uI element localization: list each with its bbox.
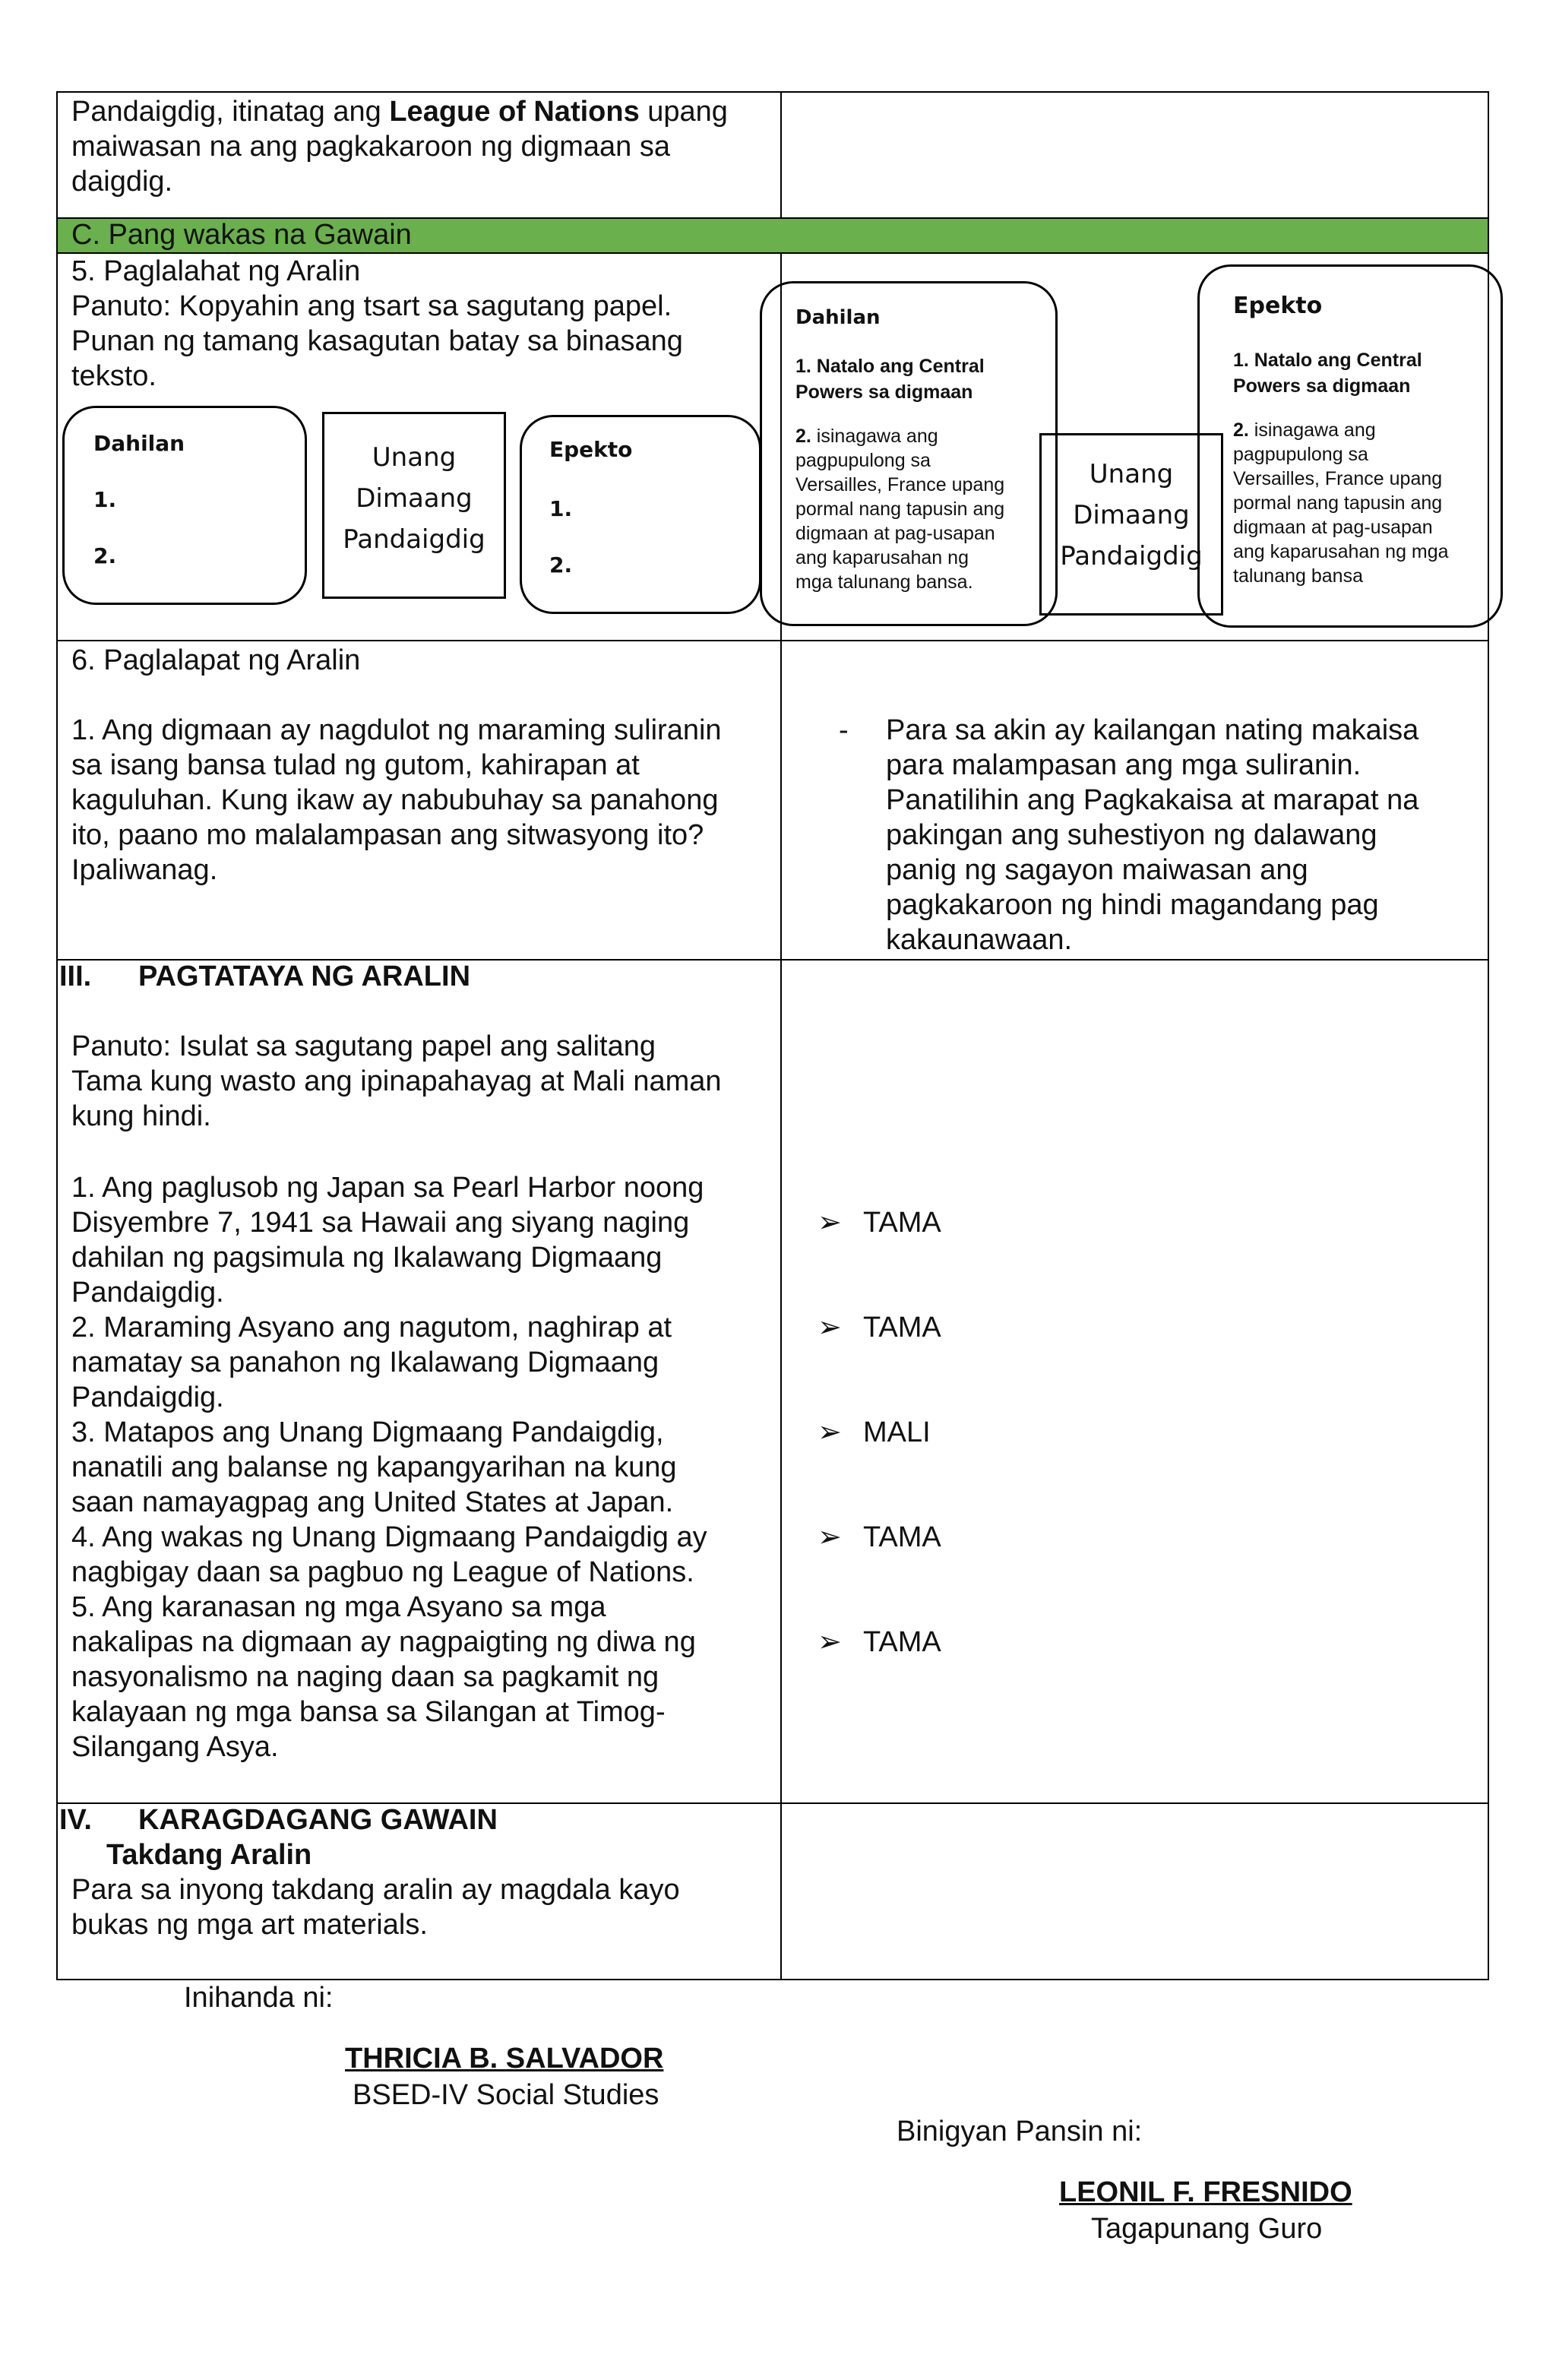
section3-heading: PAGTATAYA NG ARALIN (138, 961, 471, 992)
right-cause-2a: 2. isinagawa ang (795, 426, 938, 447)
section3-question-line: 2. Maraming Asyano ang nagutom, naghirap at (71, 1312, 672, 1343)
right-effect-2d: pormal nang tapusin ang (1233, 492, 1443, 514)
item6-answer-4: pakingan ang suhestiyon ng dalawang (886, 819, 1377, 851)
right-effect-2f: ang kaparusahan ng mga (1233, 541, 1449, 562)
arrow-bullet-icon: ➢ (818, 1416, 842, 1448)
noter-role: Tagapunang Guro (1091, 2213, 1323, 2245)
section3-question-line: 5. Ang karanasan ng mga Asyano sa mga (71, 1591, 606, 1623)
section3-question-line: Disyembre 7, 1941 sa Hawaii ang siyang naging (71, 1207, 690, 1239)
item6-answer-3: Panatilihin ang Pagkakaisa at marapat na (886, 784, 1419, 816)
section3-question-line: nanatili ang balanse ng kapangyarihan na kung (71, 1451, 677, 1483)
section3-question-line: Silangang Asya. (71, 1731, 279, 1763)
noter-name: LEONIL F. FRESNIDO (1059, 2176, 1352, 2208)
item6-title: 6. Paglalapat ng Aralin (71, 644, 361, 676)
right-effect-title: Epekto (1233, 293, 1323, 319)
left-effect-box (520, 415, 761, 614)
preparer-name: THRICIA B. SALVADOR (345, 2043, 664, 2075)
table-border-top (56, 91, 1489, 93)
item6-question-5: Ipaliwanag. (71, 854, 218, 886)
section3-instruction-2: Tama kung wasto ang ipinapahayag at Mali naman (71, 1065, 722, 1097)
right-effect-2a: 2. isinagawa ang (1233, 419, 1376, 441)
left-center-label-2: Dimaang (356, 483, 473, 514)
left-center-label-1: Unang (372, 442, 457, 473)
section3-question-line: kalayaan ng mga bansa sa Silangan at Timog- (71, 1696, 666, 1728)
item6-answer-7: kakaunawaan. (886, 924, 1073, 956)
answer-2: TAMA (863, 1312, 941, 1343)
right-cause-2g: mga talunang bansa. (795, 571, 973, 593)
right-center-label-2: Dimaang (1073, 500, 1190, 530)
section4-line-1: Para sa inyong takdang aralin ay magdala kayo (71, 1874, 680, 1906)
section3-question-line: 4. Ang wakas ng Unang Digmaang Pandaigdig ay (71, 1521, 707, 1553)
intro-line-2: maiwasan na ang pagkakaroon ng digmaan sa (71, 131, 670, 163)
item6-answer-5: panig ng sagayon maiwasan ang (886, 854, 1308, 886)
right-effect-box (1197, 264, 1503, 628)
left-center-box (322, 412, 506, 599)
item5-title: 5. Paglalahat ng Aralin (71, 255, 361, 287)
right-cause-title: Dahilan (795, 306, 881, 329)
section-c-heading: C. Pang wakas na Gawain (71, 219, 412, 251)
section3-question-line: nagbigay daan sa pagbuo ng League of Nations. (71, 1556, 694, 1588)
answer-3: MALI (863, 1416, 931, 1448)
right-center-box (1039, 433, 1223, 616)
left-cause-title: Dahilan (93, 431, 185, 456)
right-center-label-1: Unang (1089, 459, 1174, 489)
section3-question-line: 3. Matapos ang Unang Digmaang Pandaigdig, (71, 1416, 664, 1448)
right-cause-1a: 1. Natalo ang Central (795, 356, 985, 377)
section4-line-2: bukas ng mga art materials. (71, 1909, 428, 1941)
left-center-label-3: Pandaigdig (343, 524, 485, 555)
right-effect-2e: digmaan at pag-usapan (1233, 517, 1433, 538)
right-cause-box (760, 281, 1058, 626)
item6-answer-dash: - (839, 714, 849, 746)
right-cause-2c: Versailles, France upang (795, 474, 1005, 495)
prepared-by-label: Inihanda ni: (184, 1982, 334, 2014)
right-cause-2d: pormal nang tapusin ang (795, 498, 1005, 520)
section4-numeral: IV. (59, 1804, 92, 1836)
right-effect-2b: pagpupulong sa (1233, 444, 1368, 465)
right-effect-1b: Powers sa digmaan (1233, 375, 1411, 397)
right-cause-2b: pagpupulong sa (795, 450, 931, 471)
answer-5: TAMA (863, 1626, 941, 1658)
left-effect-2: 2. (549, 552, 573, 578)
item6-answer-1: Para sa akin ay kailangan nating makaisa (886, 714, 1419, 746)
section3-question-line: saan namayagpag ang United States at Japan. (71, 1486, 674, 1518)
item6-question-2: sa isang bansa tulad ng gutom, kahirapan at (71, 749, 640, 781)
section4-subheading: Takdang Aralin (106, 1839, 312, 1871)
section3-question-line: 1. Ang paglusob ng Japan sa Pearl Harbor noong (71, 1172, 704, 1204)
section3-question-line: nasyonalismo na naging daan sa pagkamit ng (71, 1661, 659, 1693)
section4-heading: KARAGDAGANG GAWAIN (138, 1804, 498, 1836)
right-effect-1a: 1. Natalo ang Central (1233, 350, 1422, 371)
answer-1: TAMA (863, 1207, 941, 1239)
arrow-bullet-icon: ➢ (818, 1626, 842, 1658)
left-cause-2: 2. (93, 543, 117, 568)
item5-instruction-2: Punan ng tamang kasagutan batay sa binasang (71, 325, 683, 357)
item6-question-3: kaguluhan. Kung ikaw ay nabubuhay sa panahong (71, 784, 719, 816)
right-cause-1b: Powers sa digmaan (795, 381, 973, 403)
section3-question-line: nakalipas na digmaan ay nagpaigting ng diwa ng (71, 1626, 696, 1658)
section3-numeral: III. (59, 961, 92, 992)
section3-instruction-3: kung hindi. (71, 1100, 211, 1132)
item5-instruction-1: Panuto: Kopyahin ang tsart sa sagutang papel. (71, 290, 672, 322)
left-effect-1: 1. (549, 496, 573, 521)
item6-question-4: ito, paano mo malalampasan ang sitwasyong ito? (71, 819, 704, 851)
preparer-role: BSED-IV Social Studies (353, 2079, 659, 2111)
left-effect-title: Epekto (549, 437, 633, 462)
item5-instruction-3: teksto. (71, 360, 157, 392)
table-border-left (56, 91, 58, 1980)
section3-question-line: Pandaigdig. (71, 1381, 224, 1413)
right-center-label-3: Pandaigdig (1060, 541, 1203, 571)
right-effect-2c: Versailles, France upang (1233, 468, 1443, 489)
intro-line-3: daigdig. (71, 166, 173, 198)
arrow-bullet-icon: ➢ (818, 1207, 842, 1239)
item6-answer-6: pagkakaroon ng hindi magandang pag (886, 889, 1379, 921)
left-cause-1: 1. (93, 487, 117, 512)
item6-answer-2: para malampasan ang mga suliranin. (886, 749, 1362, 781)
noted-by-label: Binigyan Pansin ni: (897, 2116, 1143, 2147)
arrow-bullet-icon: ➢ (818, 1521, 842, 1553)
section3-question-line: namatay sa panahon ng Ikalawang Digmaang (71, 1347, 659, 1378)
answer-4: TAMA (863, 1521, 941, 1553)
right-cause-2e: digmaan at pag-usapan (795, 523, 995, 544)
intro-line-1: Pandaigdig, itinatag ang League of Nations upang (71, 96, 728, 128)
arrow-bullet-icon: ➢ (818, 1312, 842, 1343)
section3-question-line: Pandaigdig. (71, 1277, 224, 1309)
section3-question-line: dahilan ng pagsimula ng Ikalawang Digmaang (71, 1242, 663, 1274)
right-effect-2g: talunang bansa (1233, 565, 1363, 587)
right-cause-2f: ang kaparusahan ng (795, 547, 969, 568)
left-cause-box (62, 406, 307, 605)
section3-instruction-1: Panuto: Isulat sa sagutang papel ang salitang (71, 1030, 656, 1062)
row-line-3 (56, 640, 1489, 641)
item6-question-1: 1. Ang digmaan ay nagdulot ng maraming suliranin (71, 714, 722, 746)
